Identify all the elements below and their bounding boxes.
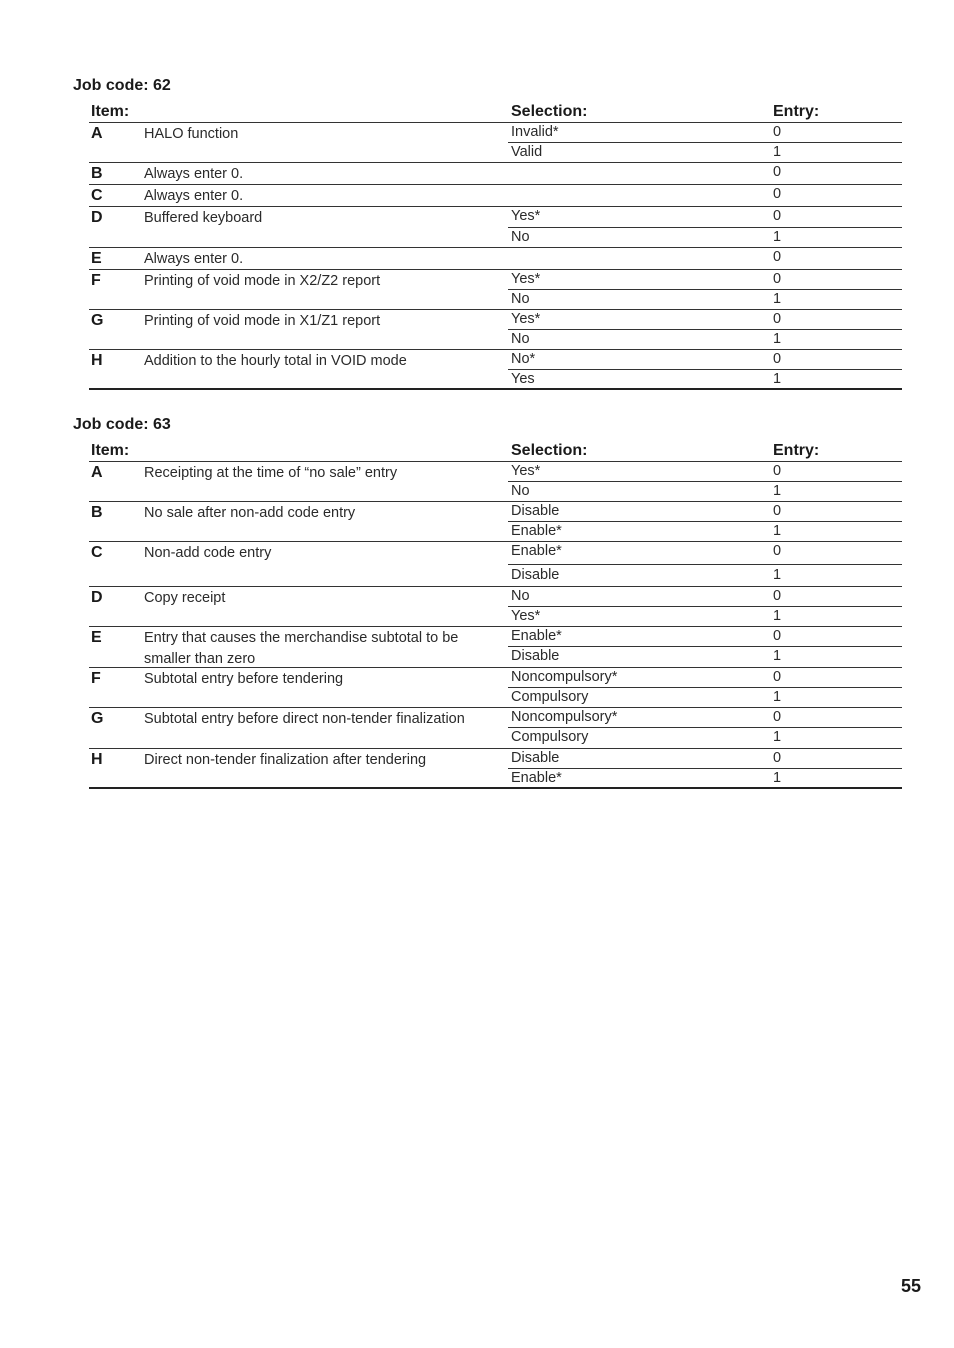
option-row (508, 502, 902, 521)
job-code-title: Job code: 63 (73, 416, 171, 433)
item-column-header: Item: (91, 103, 130, 120)
option-row (508, 350, 902, 369)
option-row (508, 687, 902, 708)
table-row (89, 627, 902, 668)
entry-value: 0 (773, 750, 782, 766)
entry-value: 1 (773, 648, 782, 664)
entry-value: 0 (773, 351, 782, 367)
table-row (89, 708, 902, 749)
selection-value: Disable (511, 750, 560, 766)
entry-value: 0 (773, 164, 782, 180)
table-row (89, 310, 902, 350)
selection-value: Yes* (511, 311, 541, 327)
item-letter: C (91, 187, 103, 204)
entry-value: 1 (773, 770, 782, 786)
item-description: Receipting at the time of “no sale” entry (144, 465, 398, 481)
item-letter: A (91, 125, 103, 142)
entry-value: 1 (773, 729, 782, 745)
item-letter: B (91, 504, 103, 521)
selection-value: Disable (511, 567, 560, 583)
item-letter: B (91, 165, 103, 182)
selection-value: No (511, 588, 530, 604)
option-row (508, 462, 902, 481)
item-description: Buffered keyboard (144, 210, 263, 226)
item-description: Direct non-tender finalization after tendering (144, 752, 427, 768)
entry-value: 0 (773, 669, 782, 685)
entry-value: 0 (773, 124, 782, 140)
selection-value: Disable (511, 648, 560, 664)
option-row (508, 369, 902, 389)
item-letter: F (91, 272, 101, 289)
entry-value: 0 (773, 628, 782, 644)
option-row (508, 627, 902, 646)
entry-value: 1 (773, 291, 782, 307)
selection-value: Yes* (511, 208, 541, 224)
item-description: Always enter 0. (144, 188, 244, 204)
option-row (508, 227, 902, 248)
item-description: Always enter 0. (144, 166, 244, 182)
selection-value: Invalid* (511, 124, 559, 140)
entry-value: 1 (773, 608, 782, 624)
item-column-header: Item: (91, 442, 130, 459)
entry-value: 0 (773, 271, 782, 287)
option-row (508, 749, 902, 768)
table-row (89, 185, 902, 207)
selection-value: Enable* (511, 770, 562, 786)
selection-value: Compulsory (511, 689, 589, 705)
table-row (89, 350, 902, 390)
entry-value: 0 (773, 463, 782, 479)
option-row (508, 727, 902, 749)
entry-value: 0 (773, 543, 782, 559)
entry-value: 0 (773, 503, 782, 519)
option-row (508, 207, 902, 227)
option-row (508, 310, 902, 329)
entry-value: 0 (773, 709, 782, 725)
entry-value: 1 (773, 689, 782, 705)
option-row (508, 564, 902, 587)
table-row (89, 207, 902, 248)
item-letter: E (91, 629, 102, 646)
item-description: Entry that causes the merchandise subtotal to be smaller than zero (144, 630, 459, 667)
option-row (508, 123, 902, 142)
selection-value: Disable (511, 503, 560, 519)
selection-value: No (511, 229, 530, 245)
table-row (89, 587, 902, 627)
selection-value: Enable* (511, 628, 562, 644)
option-row (508, 270, 902, 289)
entry-value: 1 (773, 567, 782, 583)
option-row (508, 646, 902, 668)
option-row (508, 708, 902, 727)
option-row (508, 521, 902, 542)
entry-value: 1 (773, 144, 782, 160)
option-row (508, 142, 902, 163)
item-description: Subtotal entry before tendering (144, 671, 344, 687)
entry-value: 0 (773, 249, 782, 265)
selection-value: Yes* (511, 608, 541, 624)
item-description: Addition to the hourly total in VOID mode (144, 353, 407, 369)
entry-column-header: Entry: (773, 442, 820, 459)
option-row (508, 606, 902, 627)
table-row (89, 123, 902, 163)
entry-value: 1 (773, 371, 782, 387)
entry-value: 1 (773, 483, 782, 499)
table-row (89, 542, 902, 587)
selection-value: Yes* (511, 271, 541, 287)
selection-value: Enable* (511, 523, 562, 539)
option-row (508, 248, 902, 269)
selection-column-header: Selection: (511, 442, 588, 459)
entry-value: 0 (773, 208, 782, 224)
option-row (508, 668, 902, 687)
entry-value: 0 (773, 186, 782, 202)
entry-column-header: Entry: (773, 103, 820, 120)
selection-value: Yes (511, 371, 535, 387)
option-row (508, 185, 902, 206)
selection-value: No* (511, 351, 536, 367)
item-description: Always enter 0. (144, 251, 244, 267)
selection-value: Noncompulsory* (511, 709, 618, 725)
selection-value: No (511, 331, 530, 347)
item-description: Non-add code entry (144, 545, 272, 561)
item-letter: C (91, 544, 103, 561)
table-row (89, 462, 902, 502)
option-row (508, 481, 902, 502)
option-row (508, 542, 902, 564)
selection-value: Enable* (511, 543, 562, 559)
table-row (89, 668, 902, 708)
item-letter: A (91, 464, 103, 481)
entry-value: 1 (773, 331, 782, 347)
item-letter: D (91, 589, 103, 606)
item-description: No sale after non-add code entry (144, 505, 356, 521)
item-description: HALO function (144, 126, 239, 142)
item-letter: G (91, 312, 104, 329)
selection-value: Yes* (511, 463, 541, 479)
selection-value: Noncompulsory* (511, 669, 618, 685)
entry-value: 1 (773, 523, 782, 539)
item-letter: G (91, 710, 104, 727)
option-row (508, 163, 902, 184)
entry-value: 0 (773, 588, 782, 604)
table-row (89, 270, 902, 310)
item-letter: D (91, 209, 103, 226)
job-code-title: Job code: 62 (73, 77, 171, 94)
item-description: Printing of void mode in X2/Z2 report (144, 273, 381, 289)
item-description: Copy receipt (144, 590, 226, 606)
entry-value: 1 (773, 229, 782, 245)
item-letter: H (91, 751, 103, 768)
item-description: Subtotal entry before direct non-tender finalization (144, 711, 465, 727)
item-description: Printing of void mode in X1/Z1 report (144, 313, 381, 329)
option-row (508, 768, 902, 788)
selection-value: Compulsory (511, 729, 589, 745)
item-letter: H (91, 352, 103, 369)
option-row (508, 587, 902, 606)
table-row (89, 163, 902, 185)
entry-value: 0 (773, 311, 782, 327)
table-row (89, 749, 902, 789)
table-row (89, 502, 902, 542)
option-row (508, 329, 902, 350)
option-row (508, 289, 902, 310)
item-letter: E (91, 250, 102, 267)
selection-column-header: Selection: (511, 103, 588, 120)
selection-value: No (511, 483, 530, 499)
selection-value: Valid (511, 144, 543, 160)
selection-value: No (511, 291, 530, 307)
table-row (89, 248, 902, 270)
item-letter: F (91, 670, 101, 687)
page-number: 55 (901, 1276, 922, 1296)
